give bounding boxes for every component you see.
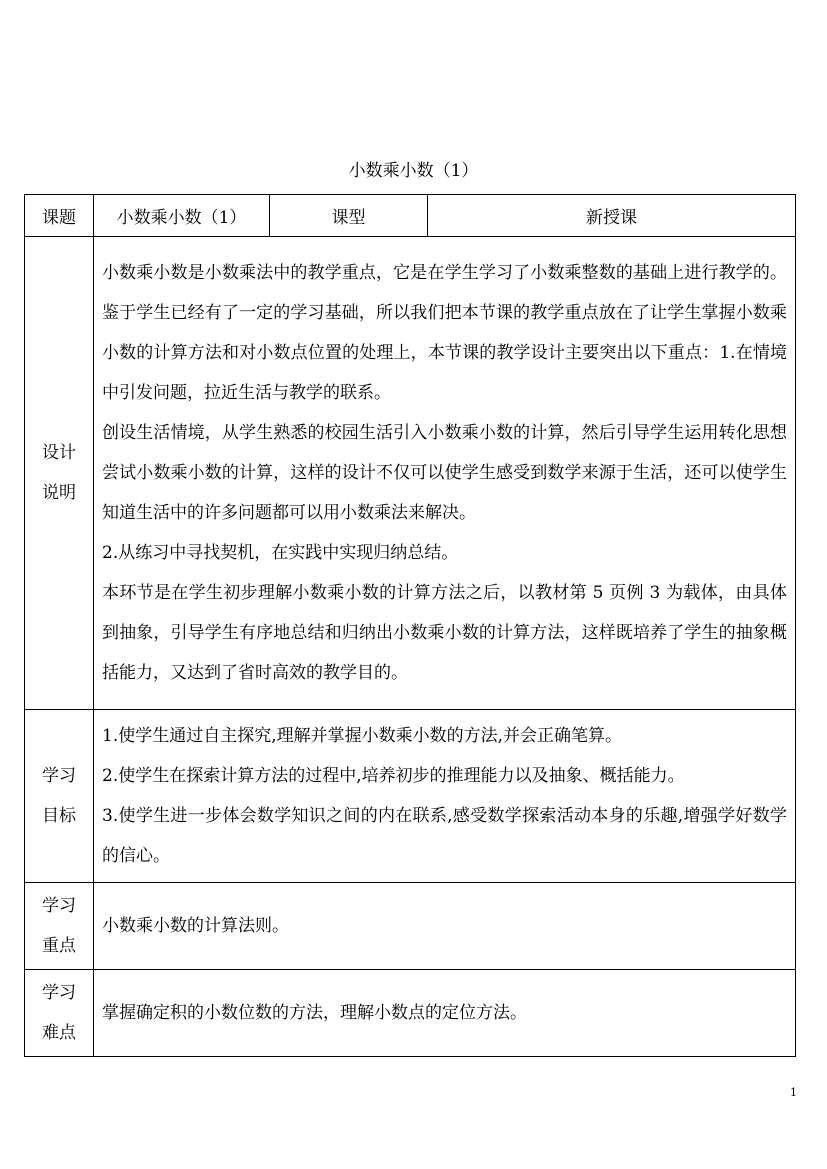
design-content: [94, 237, 796, 710]
difficulties-label-line2: 难点: [42, 1023, 76, 1043]
objective-item: 2.使学生在探索计算方法的过程中,培养初步的推理能力以及抽象、概括能力。: [102, 766, 685, 786]
key-points-label: [25, 883, 94, 970]
design-label-line1: 设计: [42, 443, 76, 463]
document-title: 小数乘小数（1）: [348, 161, 479, 181]
design-paragraph: 本环节是在学生初步理解小数乘小数的计算方法之后，以教材第 5 页例 3 为载体，由具体到抽象，引导学生有序地总结和归纳出小数乘小数的计算方法，这样既培养了学生的抽象概括能力，又达到了省时高效的教学目的。: [102, 583, 787, 683]
key-points-label-line1: 学习: [42, 896, 76, 916]
type-value: 新授课: [428, 195, 796, 237]
objectives-label-line1: 学习: [42, 766, 76, 786]
key-points-label-line2: 重点: [42, 936, 76, 956]
design-label: [25, 237, 94, 710]
difficulties-label-line1: 学习: [42, 983, 76, 1003]
design-paragraph: 2.从练习中寻找契机，在实践中实现归纳总结。: [102, 543, 459, 563]
key-points-row: [25, 883, 796, 970]
objectives-content: [94, 710, 796, 883]
header-row: [25, 195, 796, 237]
design-paragraph: 小数乘小数是小数乘法中的教学重点，它是在学生学习了小数乘整数的基础上进行教学的。鉴于学生已经有了一定的学习基础，所以我们把本节课的教学重点放在了让学生掌握小数乘小数的计算方法和对小数点位置的处理上，本节课的教学设计主要突出以下重点：1.在情境中引发问题，拉近生活与教学的联系。: [102, 263, 787, 403]
difficulties-content: [94, 970, 796, 1057]
design-label-line2: 说明: [42, 483, 76, 503]
difficulties-label: [25, 970, 94, 1057]
course-value: 小数乘小数（1）: [94, 195, 270, 237]
page-number: 1: [790, 1086, 797, 1099]
difficulties-text: 掌握确定积的小数位数的方法，理解小数点的定位方法。: [102, 1003, 527, 1023]
course-label: 课题: [25, 195, 94, 237]
objectives-label: [25, 710, 94, 883]
difficulties-row: [25, 970, 796, 1057]
objective-item: 3.使学生进一步体会数学知识之间的内在联系,感受数学探索活动本身的乐趣,增强学好数学的信心。: [102, 806, 787, 866]
objectives-label-line2: 目标: [42, 806, 76, 826]
design-row: [25, 237, 796, 710]
objective-item: 1.使学生通过自主探究,理解并掌握小数乘小数的方法,并会正确笔算。: [102, 726, 623, 746]
design-paragraph: 创设生活情境，从学生熟悉的校园生活引入小数乘小数的计算，然后引导学生运用转化思想尝试小数乘小数的计算，这样的设计不仅可以使学生感受到数学来源于生活，还可以使学生知道生活中的许多问题都可以用小数乘法来解决。: [102, 423, 787, 523]
type-label: 课型: [270, 195, 428, 237]
lesson-plan-table: [24, 194, 796, 1057]
key-points-text: 小数乘小数的计算法则。: [102, 916, 289, 936]
key-points-content: [94, 883, 796, 970]
objectives-row: [25, 710, 796, 883]
